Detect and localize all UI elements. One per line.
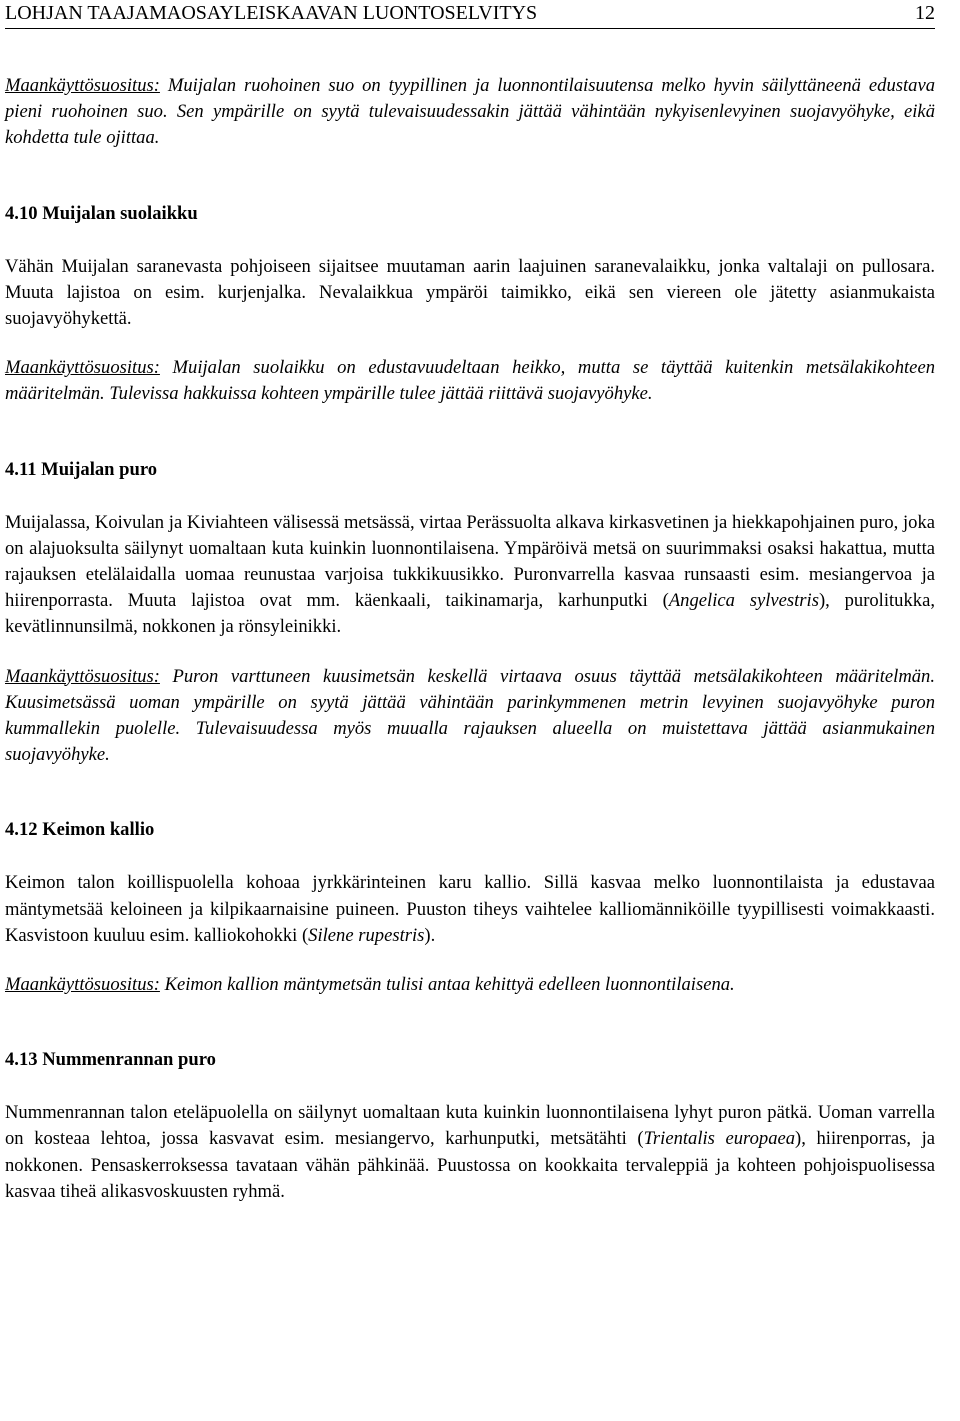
- document-page: [5, 0, 935, 1205]
- body-text: ), purolitukka, kevätlinnunsilmä, nokkonen ja rönsyleinikki.: [5, 590, 935, 638]
- recommendation-text: Muijalan suolaikku on edustavuudeltaan heikko, mutta se täyttää kuitenkin metsälakikohteen määritelmän. Tulevissa hakkuissa kohteen ympärille tulee jättää riittävä suojavyöhyke.: [5, 357, 935, 405]
- recommendation-label: Maankäyttösuositus:: [5, 665, 160, 687]
- recommendation-paragraph: [5, 355, 935, 407]
- body-paragraph: [5, 870, 935, 949]
- body-text: Muijalassa, Koivulan ja Kiviahteen välisessä metsässä, virtaa Perässuolta alkava kirkasvetinen ja hiekkapohjainen puro, joka on alajuoksulta säilynyt uomaltaan kuta kuinkin luonnontilaisena. Ympäröivä metsä on suurimmaksi osaksi hakattua, mutta rajauksen etelälaidalla uomaa reunustaa varjoisa tukkikuusikko. Puronvarrella kasvaa runsaasti esim. mesiangervoa ja hiirenporrasta. Muuta lajistoa ovat mm. käenkaali, taikinamarja, karhunputki (: [5, 511, 935, 612]
- recommendation-text: Puron varttuneen kuusimetsän keskellä virtaava osuus täyttää metsälakikohteen määritelmän. Kuusimetsässä uoman ympärille on syytä jättää vähintään parinkymmenen metrin levyinen suojavyöhyke puron kummallekin puolelle. Tulevaisuudessa myös muualla rajauksen alueella on muistettava jättää asianmukainen suojavyöhyke.: [5, 665, 935, 766]
- section-heading-4-10: 4.10 Muijalan suolaikku: [5, 202, 198, 224]
- recommendation-paragraph: [5, 664, 935, 769]
- latin-name: Trientalis europaea: [643, 1128, 796, 1150]
- recommendation-label: Maankäyttösuositus:: [5, 974, 160, 996]
- body-paragraph: [5, 1100, 935, 1205]
- recommendation-text: Keimon kallion mäntymetsän tulisi antaa kehittyä edelleen luonnontilaisena.: [159, 974, 735, 996]
- body-text: Nummenrannan talon eteläpuolella on säilynyt uomaltaan kuta kuinkin luonnontilaisena lyhyt puron pätkä. Uoman varrella on kosteaa lehtoa, jossa kasvavat esim. mesiangervo, karhunputki, metsätähti (: [5, 1102, 935, 1150]
- recommendation-text: Muijalan ruohoinen suo on tyypillinen ja luonnontilaisuutensa melko hyvin säilyttäneenä edustava pieni ruohoinen suo. Sen ympärille on syytä tulevaisuudessakin jättää vähintään nykyisenlevyinen suojavyöhyke, eikä kohdetta tule ojittaa.: [5, 75, 935, 149]
- section-heading-4-13: 4.13 Nummenrannan puro: [5, 1049, 216, 1071]
- body-text: Keimon talon koillispuolella kohoaa jyrkkärinteinen karu kallio. Sillä kasvaa melko luonnontilaista ja edustavaa mäntymetsää keloineen ja kilpikaarnaisine puineen. Puuston tiheys vaihtelee kalliomänniköille tyypillisesti voimakkaasti. Kasvistoon kuuluu esim. kalliokohokki (: [5, 872, 935, 946]
- page-number: 12: [915, 2, 935, 24]
- header-title: LOHJAN TAAJAMAOSAYLEISKAAVAN LUONTOSELVITYS: [5, 2, 538, 24]
- body-text: ), hiirenporras, ja nokkonen. Pensaskerroksessa tavataan vähän pähkinää. Puustossa on kookkaita tervaleppiä ja kohteen pohjoispuolisessa kasvaa tiheä alikasvoskuusten ryhmä.: [5, 1128, 935, 1202]
- latin-name: Silene rupestris: [308, 924, 425, 946]
- recommendation-paragraph: [5, 73, 935, 152]
- recommendation-label: Maankäyttösuositus:: [5, 75, 160, 96]
- body-paragraph: [5, 510, 935, 641]
- section-heading-4-12: 4.12 Keimon kallio: [5, 819, 155, 841]
- page-header: [5, 0, 935, 29]
- recommendation-label: Maankäyttösuositus:: [5, 357, 160, 379]
- body-text: ).: [424, 924, 436, 946]
- latin-name: Angelica sylvestris: [668, 590, 819, 612]
- recommendation-paragraph: [5, 972, 935, 998]
- body-paragraph: Vähän Muijalan saranevasta pohjoiseen sijaitsee muutaman aarin laajuinen saranevalaikku, jonka valtalaji on pullosara. Muuta lajistoa on esim. kurjenjalka. Nevalaikkua ympäröi taimikko, eikä sen viereen ole jätetty asianmukaista suojavyöhykettä.: [5, 255, 935, 330]
- section-heading-4-11: 4.11 Muijalan puro: [5, 458, 158, 480]
